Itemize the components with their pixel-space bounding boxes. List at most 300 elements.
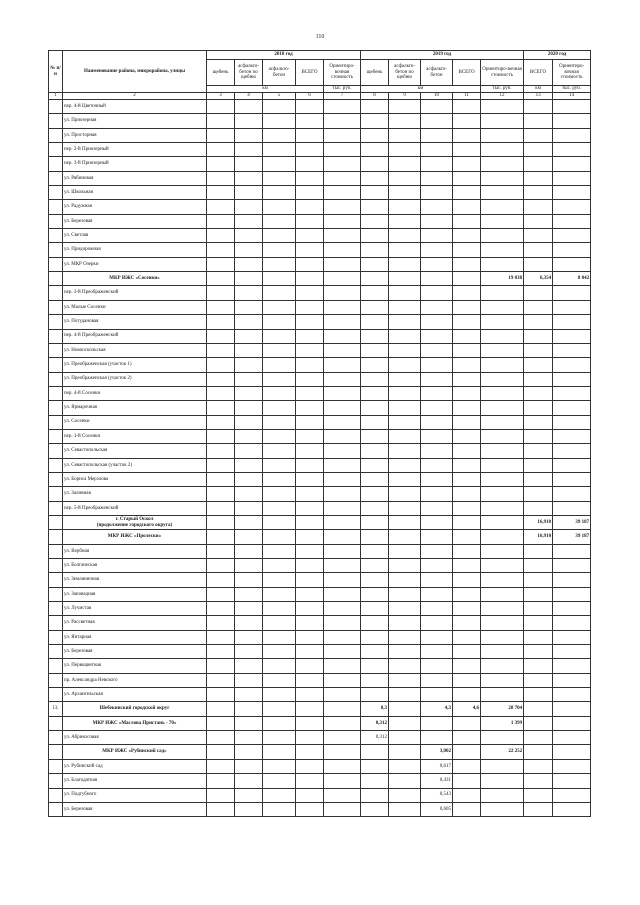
value-cell [324,128,361,142]
value-cell [553,386,591,400]
row-number [49,645,63,659]
row-number [49,472,63,486]
value-cell [263,602,296,616]
value-cell [389,602,421,616]
header-sub: асфальто-бетон по щебню [389,60,421,86]
value-cell [553,343,591,357]
value-cell [361,257,389,271]
value-cell [421,616,453,630]
value-cell: 28 704 [481,702,524,716]
value-cell [263,300,296,314]
value-cell [296,630,324,644]
value-cell [361,286,389,300]
value-cell [361,774,389,788]
value-cell [524,802,553,816]
value-cell: 0,3 [361,702,389,716]
value-cell [235,171,263,185]
value-cell [235,100,263,114]
value-cell [389,157,421,171]
value-cell [324,329,361,343]
value-cell: 0,312 [361,716,389,730]
row-name: г. Старый Оскол (продолжение городского округа) [63,515,207,529]
row-number [49,358,63,372]
value-cell [296,501,324,515]
row-number [49,100,63,114]
value-cell [524,602,553,616]
table-row [49,372,591,386]
value-cell [361,515,389,529]
row-number [49,128,63,142]
value-cell [553,358,591,372]
value-cell [263,329,296,343]
value-cell [296,372,324,386]
value-cell [389,616,421,630]
value-cell [553,673,591,687]
table-row [49,559,591,573]
header-sub: ВСЕГО [296,60,324,86]
value-cell [361,343,389,357]
table-row [49,128,591,142]
value-cell [263,458,296,472]
table-row [49,343,591,357]
value-cell [361,329,389,343]
value-cell [235,214,263,228]
header-year-2018: 2018 год [207,51,361,60]
value-cell [553,200,591,214]
value-cell [207,587,235,601]
value-cell: 6,354 [524,272,553,286]
value-cell [481,372,524,386]
row-name: ул. Архангельская [63,688,207,702]
value-cell [553,774,591,788]
value-cell [207,745,235,759]
table-row [49,472,591,486]
column-index-cell: 1 [49,93,63,100]
value-cell [263,186,296,200]
value-cell [524,745,553,759]
row-name: пер. 4-й Сосенки [63,386,207,400]
value-cell [453,630,481,644]
row-number [49,458,63,472]
value-cell [524,587,553,601]
row-number [49,688,63,702]
value-cell [361,688,389,702]
value-cell: 16,910 [524,530,553,544]
value-cell [324,731,361,745]
value-cell [421,444,453,458]
value-cell [207,143,235,157]
value-cell [453,802,481,816]
value-cell [207,530,235,544]
value-cell [296,472,324,486]
row-name: МКР ИЖС «Рубинский сад» [63,745,207,759]
value-cell [324,429,361,443]
value-cell [296,444,324,458]
value-cell [235,774,263,788]
row-number [49,257,63,271]
row-name: ул. Сосенки [63,415,207,429]
value-cell [263,731,296,745]
table-row [49,444,591,458]
header-sub: асфальто-бетон [263,60,296,86]
value-cell [421,731,453,745]
row-number [49,329,63,343]
value-cell [481,487,524,501]
value-cell [235,559,263,573]
value-cell [421,300,453,314]
value-cell [553,171,591,185]
value-cell [361,444,389,458]
value-cell [207,272,235,286]
header-sub: щебень [361,60,389,86]
value-cell [235,257,263,271]
value-cell [263,788,296,802]
value-cell [389,329,421,343]
value-cell [389,358,421,372]
value-cell [389,501,421,515]
table-row [49,802,591,816]
value-cell [207,243,235,257]
value-cell [235,616,263,630]
value-cell [263,573,296,587]
header-unit-rub: тыс. руб. [481,86,524,93]
value-cell [421,645,453,659]
value-cell [524,774,553,788]
value-cell [389,386,421,400]
value-cell [296,386,324,400]
value-cell [524,788,553,802]
value-cell [296,429,324,443]
value-cell [235,530,263,544]
row-number [49,559,63,573]
row-number [49,300,63,314]
value-cell [207,415,235,429]
value-cell [296,587,324,601]
value-cell [524,702,553,716]
value-cell [235,114,263,128]
value-cell [389,200,421,214]
value-cell [553,243,591,257]
value-cell [524,358,553,372]
row-name: ул. Потудановая [63,315,207,329]
row-number [49,630,63,644]
row-number [49,186,63,200]
value-cell [324,200,361,214]
header-year-2019: 2019 год [361,51,524,60]
value-cell [296,315,324,329]
value-cell [207,731,235,745]
value-cell: 4,6 [453,702,481,716]
header-sub: ВСЕГО [453,60,481,86]
value-cell [235,759,263,773]
value-cell [453,487,481,501]
value-cell [453,673,481,687]
value-cell [324,444,361,458]
value-cell [481,587,524,601]
value-cell [207,386,235,400]
value-cell [524,343,553,357]
value-cell [296,602,324,616]
row-number [49,243,63,257]
value-cell [207,802,235,816]
value-cell [235,745,263,759]
table-row [49,645,591,659]
value-cell [296,759,324,773]
value-cell [553,659,591,673]
value-cell [421,573,453,587]
value-cell [481,257,524,271]
value-cell [324,143,361,157]
value-cell [553,315,591,329]
value-cell [263,214,296,228]
value-cell [481,100,524,114]
value-cell [207,630,235,644]
row-number [49,401,63,415]
value-cell [481,214,524,228]
value-cell: 3,002 [421,745,453,759]
value-cell [296,257,324,271]
row-number [49,673,63,687]
row-number [49,587,63,601]
table-row [49,702,591,716]
row-name: ул. Рубинский сад [63,759,207,773]
table-row [49,214,591,228]
value-cell [421,587,453,601]
value-cell [207,358,235,372]
value-cell [361,272,389,286]
table-row [49,257,591,271]
header-sub: ВСЕГО [524,60,553,86]
row-number [49,157,63,171]
value-cell [263,515,296,529]
value-cell [235,272,263,286]
value-cell [453,472,481,486]
value-cell [324,587,361,601]
value-cell [553,487,591,501]
value-cell [453,128,481,142]
header-unit-rub: тыс. руб. [553,86,591,93]
value-cell [524,128,553,142]
value-cell [263,702,296,716]
value-cell [324,186,361,200]
row-number [49,171,63,185]
value-cell [324,114,361,128]
row-name: ул. Благодатная [63,774,207,788]
column-index-cell: 11 [453,93,481,100]
value-cell [524,415,553,429]
value-cell [453,515,481,529]
value-cell [324,401,361,415]
value-cell [361,472,389,486]
value-cell [324,358,361,372]
value-cell [421,530,453,544]
value-cell [324,759,361,773]
value-cell [263,229,296,243]
value-cell [235,386,263,400]
value-cell [296,745,324,759]
value-cell [481,774,524,788]
value-cell [389,645,421,659]
value-cell [296,171,324,185]
table-row [49,788,591,802]
value-cell [524,645,553,659]
header-year-2020: 2020 год [524,51,591,60]
value-cell [453,358,481,372]
value-cell [296,458,324,472]
value-cell [361,559,389,573]
row-name: пер. 4-й Цветочный [63,100,207,114]
value-cell [421,286,453,300]
value-cell [207,200,235,214]
value-cell [324,415,361,429]
value-cell [207,171,235,185]
value-cell [421,487,453,501]
value-cell [421,472,453,486]
table-row [49,358,591,372]
row-name: ул. Новооскольская [63,343,207,357]
table-row [49,157,591,171]
row-name: ул. Березовая [63,214,207,228]
value-cell: 4,3 [421,702,453,716]
value-cell [553,286,591,300]
column-index-cell: 4 [235,93,263,100]
value-cell [421,659,453,673]
row-number [49,429,63,443]
row-name: ул. Янтарная [63,630,207,644]
column-index-cell: 3 [207,93,235,100]
table-row [49,688,591,702]
row-number [49,716,63,730]
table-row [49,401,591,415]
row-name: ул. Преображенская (участок 2) [63,372,207,386]
value-cell [361,214,389,228]
row-name: ул. Севастопольская (участок 2) [63,458,207,472]
value-cell [389,759,421,773]
value-cell [235,458,263,472]
value-cell [453,731,481,745]
value-cell [207,372,235,386]
value-cell [421,401,453,415]
header-unit-rub: тыс. руб. [324,86,361,93]
value-cell [453,544,481,558]
value-cell [524,616,553,630]
value-cell [324,688,361,702]
row-name: ул. Рябиновая [63,171,207,185]
value-cell [453,616,481,630]
value-cell [553,544,591,558]
table-row [49,114,591,128]
value-cell [389,100,421,114]
value-cell [324,257,361,271]
row-name: ул. Придорожная [63,243,207,257]
value-cell [235,243,263,257]
value-cell [453,745,481,759]
value-cell [296,788,324,802]
value-cell [453,645,481,659]
value-cell [481,673,524,687]
value-cell [453,186,481,200]
value-cell [235,143,263,157]
value-cell [324,788,361,802]
value-cell [324,343,361,357]
value-cell [207,645,235,659]
value-cell [389,114,421,128]
value-cell [263,444,296,458]
row-number [49,487,63,501]
value-cell [421,171,453,185]
value-cell [453,286,481,300]
value-cell: 16,910 [524,515,553,529]
value-cell [361,587,389,601]
value-cell [524,100,553,114]
value-cell [361,114,389,128]
value-cell [421,515,453,529]
value-cell [453,530,481,544]
table-row [49,573,591,587]
row-name: ул. Лучистая [63,602,207,616]
value-cell [296,157,324,171]
value-cell: 8 842 [553,272,591,286]
value-cell [235,444,263,458]
value-cell [324,559,361,573]
value-cell [524,229,553,243]
value-cell [553,731,591,745]
value-cell [324,530,361,544]
value-cell [361,487,389,501]
value-cell [324,100,361,114]
value-cell [361,128,389,142]
row-name: ул. Заповедная [63,587,207,601]
row-number [49,343,63,357]
value-cell [481,343,524,357]
table-row [49,186,591,200]
value-cell: 0,312 [361,731,389,745]
value-cell [421,602,453,616]
value-cell [389,587,421,601]
value-cell [296,272,324,286]
row-name: ул. Севастопольская [63,444,207,458]
value-cell [453,415,481,429]
value-cell [235,544,263,558]
value-cell [207,458,235,472]
value-cell [389,401,421,415]
value-cell [207,286,235,300]
value-cell [389,673,421,687]
value-cell [296,401,324,415]
value-cell [453,257,481,271]
column-index-cell: 7 [324,93,361,100]
value-cell [524,329,553,343]
value-cell [361,602,389,616]
table-row [49,386,591,400]
value-cell [524,286,553,300]
value-cell [361,358,389,372]
table-row [49,501,591,515]
value-cell [235,659,263,673]
value-cell [481,515,524,529]
row-name: пр. Александра Невского [63,673,207,687]
table-row [49,100,591,114]
value-cell [453,774,481,788]
table-row [49,716,591,730]
value-cell [421,100,453,114]
value-cell [324,272,361,286]
table-row [49,515,591,529]
row-name: МКР ИЖС «Пролески» [63,530,207,544]
value-cell [524,487,553,501]
value-cell [361,171,389,185]
value-cell [524,386,553,400]
